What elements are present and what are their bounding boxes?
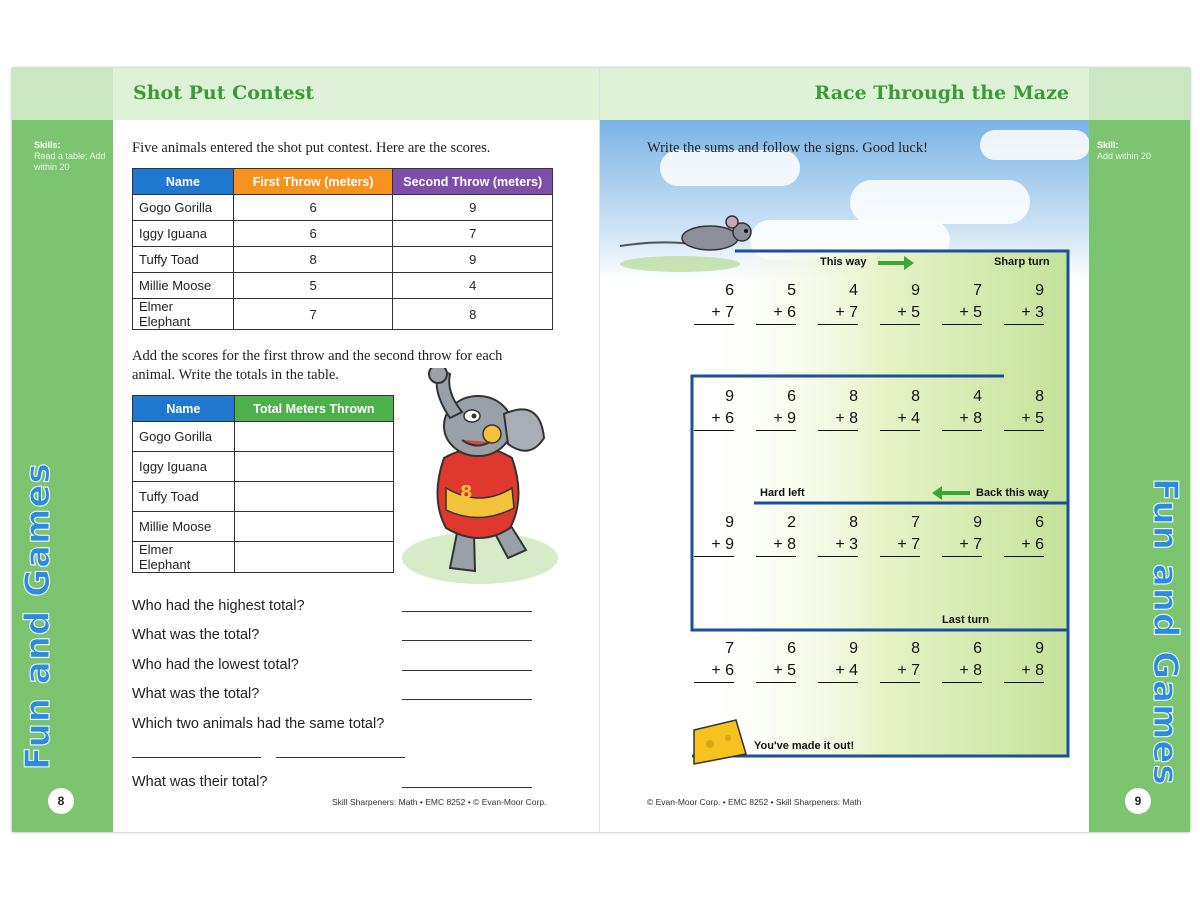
answer-line[interactable] (402, 787, 532, 788)
total-cell[interactable] (234, 482, 393, 512)
addition-problem[interactable]: 9 + 8 (1004, 638, 1044, 683)
answer-line[interactable] (402, 611, 532, 612)
total-cell[interactable] (234, 422, 393, 452)
table-row: Gogo Gorilla (133, 422, 394, 452)
maze (600, 68, 1089, 832)
addition-problem[interactable]: 6 + 5 (756, 638, 796, 683)
page-title: Race Through the Maze (814, 82, 1069, 104)
addition-problem[interactable]: 7 + 6 (694, 638, 734, 683)
table-row: Iggy Iguana (133, 452, 394, 482)
table-row: Millie Moose (133, 512, 394, 542)
table-header: Second Throw (meters) (393, 169, 553, 195)
total-cell[interactable] (234, 512, 393, 542)
skills-note: Skills: Read a table; Add within 20 (34, 140, 106, 172)
addition-problem[interactable]: 7 + 7 (880, 512, 920, 557)
addition-problem[interactable]: 9 + 6 (694, 386, 734, 431)
addition-problem[interactable]: 8 + 8 (818, 386, 858, 431)
totals-table (132, 395, 394, 573)
question: Who had the lowest total? (132, 657, 299, 673)
addition-problem[interactable]: 4 + 7 (818, 280, 858, 325)
page-header (113, 68, 600, 120)
instructions-text: Add the scores for the first throw and the second throw for each animal. Write the totals in the table. (132, 348, 503, 383)
scores-table (132, 168, 553, 330)
addition-problem[interactable]: 5 + 6 (756, 280, 796, 325)
table-row: Gogo Gorilla 6 9 (133, 195, 553, 221)
addition-problem[interactable]: 6 + 9 (756, 386, 796, 431)
table-row: Elmer Elephant 7 8 (133, 299, 553, 330)
sign-sharp-turn: Sharp turn (994, 256, 1050, 268)
question: What was the total? (132, 686, 260, 702)
side-title: Fun and Games (18, 462, 58, 770)
addition-problem[interactable]: 6 + 7 (694, 280, 734, 325)
page-title: Shot Put Contest (133, 82, 315, 104)
page-number: 8 (48, 788, 74, 814)
addition-problem[interactable]: 9 + 7 (942, 512, 982, 557)
svg-text:8: 8 (460, 482, 473, 503)
question: Which two animals had the same total? (132, 716, 385, 732)
left-side-tab (12, 68, 113, 832)
mouse-illustration (620, 216, 751, 250)
sign-this-way: This way (820, 256, 867, 268)
answer-line[interactable] (276, 757, 405, 758)
addition-problem[interactable]: 4 + 8 (942, 386, 982, 431)
addition-problem[interactable]: 8 + 4 (880, 386, 920, 431)
table-header: Name (133, 396, 235, 422)
page-number: 9 (1125, 788, 1151, 814)
total-cell[interactable] (234, 542, 393, 573)
answer-line[interactable] (402, 699, 532, 700)
page-footer: Skill Sharpeners: Math • EMC 8252 • © Evan-Moor Corp. (332, 797, 547, 807)
elephant-illustration (400, 368, 560, 588)
skills-note: Skill: Add within 20 (1097, 140, 1152, 161)
addition-problem[interactable]: 6 + 6 (1004, 512, 1044, 557)
addition-problem[interactable]: 7 + 5 (942, 280, 982, 325)
intro-text: Five animals entered the shot put contest. Here are the scores. (132, 140, 491, 156)
sign-finish: You've made it out! (754, 740, 855, 752)
table-header: Total Meters Thrown (234, 396, 393, 422)
addition-problem[interactable]: 8 + 7 (880, 638, 920, 683)
addition-problem[interactable]: 9 + 9 (694, 512, 734, 557)
addition-problem[interactable]: 6 + 8 (942, 638, 982, 683)
answer-line[interactable] (132, 757, 261, 758)
question: What was the total? (132, 627, 260, 643)
table-header: First Throw (meters) (233, 169, 393, 195)
table-row: Tuffy Toad (133, 482, 394, 512)
right-page (600, 68, 1190, 832)
addition-problem[interactable]: 9 + 5 (880, 280, 920, 325)
intro-text: Write the sums and follow the signs. Good luck! (647, 140, 928, 156)
addition-problem[interactable]: 9 + 3 (1004, 280, 1044, 325)
addition-problem[interactable]: 2 + 8 (756, 512, 796, 557)
addition-problem[interactable]: 8 + 3 (818, 512, 858, 557)
table-header: Name (133, 169, 234, 195)
table-row: Tuffy Toad 8 9 (133, 247, 553, 273)
side-title: Fun and Games (1145, 478, 1185, 786)
right-side-tab (1089, 68, 1190, 832)
table-row: Millie Moose 5 4 (133, 273, 553, 299)
table-row: Iggy Iguana 6 7 (133, 221, 553, 247)
workbook-spread (12, 68, 1190, 832)
addition-problem[interactable]: 9 + 4 (818, 638, 858, 683)
answer-line[interactable] (402, 670, 532, 671)
table-row: Elmer Elephant (133, 542, 394, 573)
page-footer: © Evan-Moor Corp. • EMC 8252 • Skill Sharpeners: Math (647, 797, 862, 807)
sign-back-this-way: Back this way (976, 487, 1049, 499)
sign-last-turn: Last turn (942, 614, 990, 626)
question: What was their total? (132, 774, 268, 790)
addition-problem[interactable]: 8 + 5 (1004, 386, 1044, 431)
left-page (12, 68, 600, 832)
total-cell[interactable] (234, 452, 393, 482)
sign-hard-left: Hard left (760, 487, 805, 499)
question: Who had the highest total? (132, 598, 305, 614)
answer-line[interactable] (402, 640, 532, 641)
